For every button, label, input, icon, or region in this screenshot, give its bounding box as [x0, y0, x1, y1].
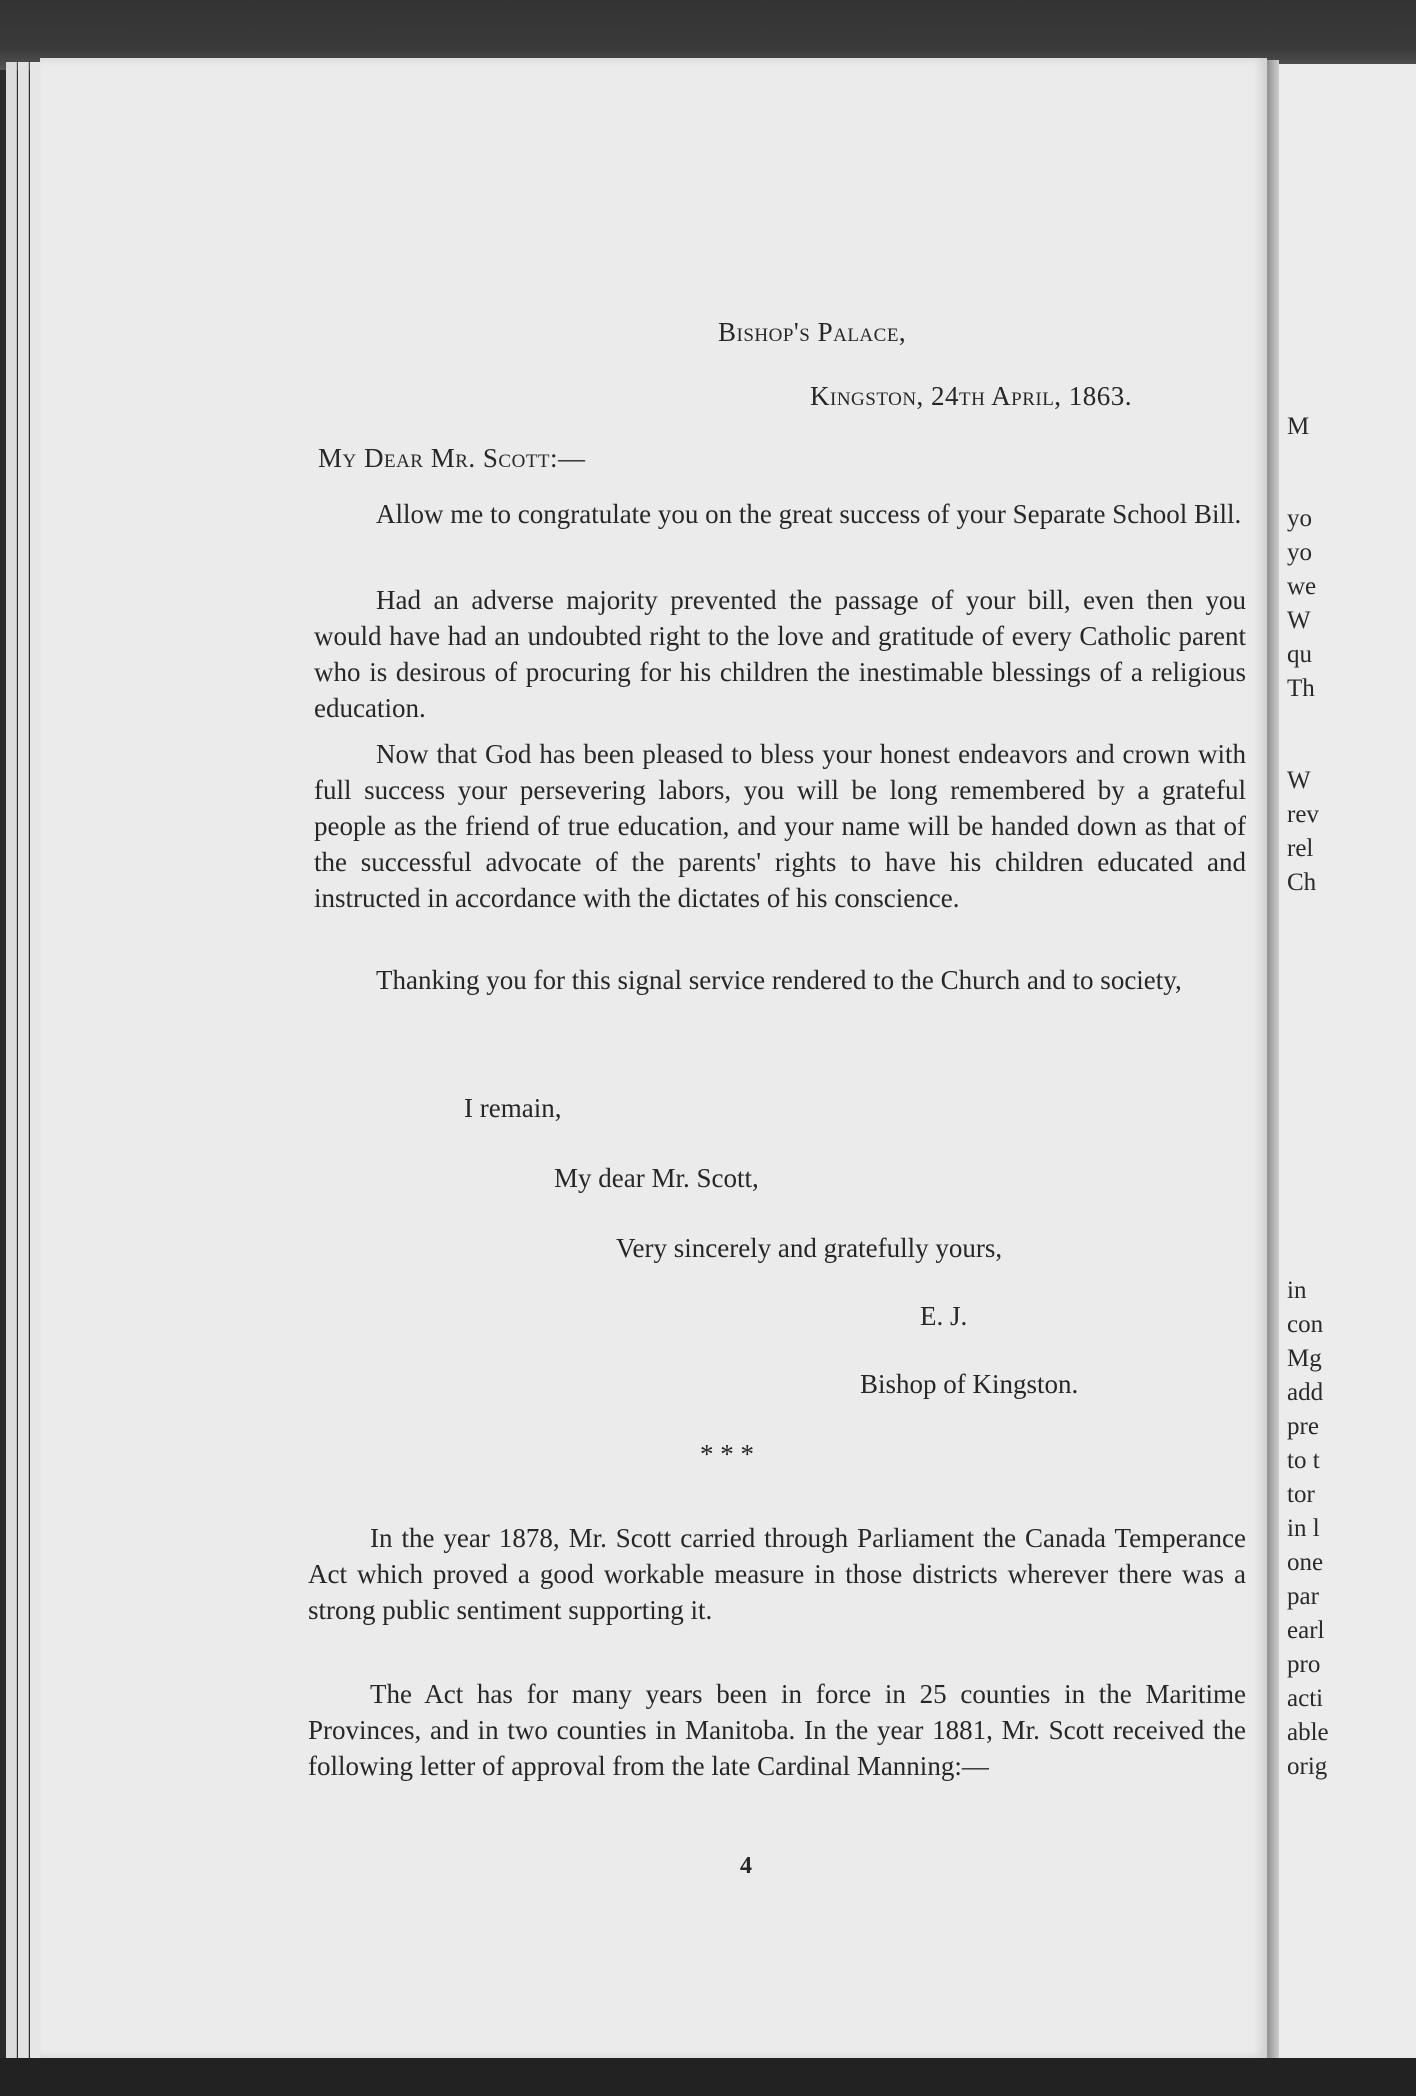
right-page-text: in l	[1287, 1515, 1320, 1542]
right-page-text: yo	[1287, 505, 1312, 532]
address-line-1: Bishop's Palace,	[718, 317, 907, 347]
salutation: My Dear Mr. Scott:—	[318, 443, 586, 473]
right-page-text: qu	[1287, 641, 1312, 668]
signature-title: Bishop of Kingston.	[860, 1369, 1079, 1399]
right-page-fragment	[1279, 64, 1416, 2064]
section-separator: * * *	[700, 1439, 754, 1469]
page-edge	[18, 62, 29, 2096]
letter-paragraph-1: Allow me to congratulate you on the great success of your Separate School Bill.	[376, 499, 1242, 529]
letter-body	[40, 58, 1267, 2058]
right-page-text: par	[1287, 1583, 1319, 1610]
narrative-paragraph-1: In the year 1878, Mr. Scott carried through Parliament the Canada Temperance Act which proved a good workable measure in those districts wherever there was a strong public sentiment supporting it.	[308, 1523, 1246, 1625]
right-page-text: one	[1287, 1549, 1324, 1576]
right-page-text: pre	[1287, 1413, 1319, 1440]
book-gutter	[1267, 60, 1279, 2060]
closing-line-2: My dear Mr. Scott,	[554, 1163, 759, 1193]
letter-paragraph-2: Had an adverse majority prevented the passage of your bill, even then you would have had an undoubted right to the love and gratitude of every Catholic parent who is desirous of procuring for his children the inestimable blessings of a religious education.	[314, 585, 1246, 723]
right-page-text: add	[1287, 1379, 1324, 1406]
right-page-text: con	[1287, 1311, 1324, 1338]
right-page-text: W	[1287, 607, 1311, 634]
scan-background-bottom	[0, 2058, 1416, 2096]
right-page-text: rel	[1287, 835, 1314, 862]
closing-line-3: Very sincerely and gratefully yours,	[616, 1233, 1003, 1263]
right-page-text: acti	[1287, 1685, 1324, 1712]
right-page-text: able	[1287, 1719, 1329, 1746]
right-page-text: tor	[1287, 1481, 1315, 1508]
right-page-text: to t	[1287, 1447, 1320, 1474]
right-page-text: in	[1287, 1277, 1307, 1304]
signature: E. J.	[920, 1301, 968, 1331]
right-page-text: M	[1287, 413, 1310, 440]
left-page	[40, 58, 1267, 2058]
right-page-text: Ch	[1287, 869, 1317, 896]
letter-paragraph-4: Thanking you for this signal service rendered to the Church and to society,	[376, 965, 1182, 995]
page-edge	[6, 62, 17, 2096]
narrative-paragraph-2: The Act has for many years been in force in 25 counties in the Maritime Provinces, and in two counties in Manitoba. In the year 1881, Mr. Scott received the following letter of approval from the late Cardinal Manning:—	[308, 1679, 1246, 1781]
letter-paragraph-3: Now that God has been pleased to bless your honest endeavors and crown with full success your persevering labors, you will be long remembered by a grateful people as the friend of true education, and your name will be handed down as that of the successful advocate of the parents' rights to have his children educated and instructed in accordance with the dictates of his conscience.	[314, 739, 1246, 913]
right-page-text: Th	[1287, 675, 1315, 702]
right-page-text: Mg	[1287, 1345, 1322, 1372]
right-page-text: we	[1287, 573, 1317, 600]
right-page-text: orig	[1287, 1753, 1328, 1780]
right-page-text: rev	[1287, 801, 1319, 828]
right-page-text: yo	[1287, 539, 1312, 566]
address-line-2: Kingston, 24th April, 1863.	[810, 381, 1133, 411]
right-page-text: earl	[1287, 1617, 1325, 1644]
right-page-text: W	[1287, 767, 1311, 794]
closing-line-1: I remain,	[464, 1093, 562, 1123]
page-number: 4	[740, 1853, 752, 1879]
right-page-text: pro	[1287, 1651, 1321, 1678]
